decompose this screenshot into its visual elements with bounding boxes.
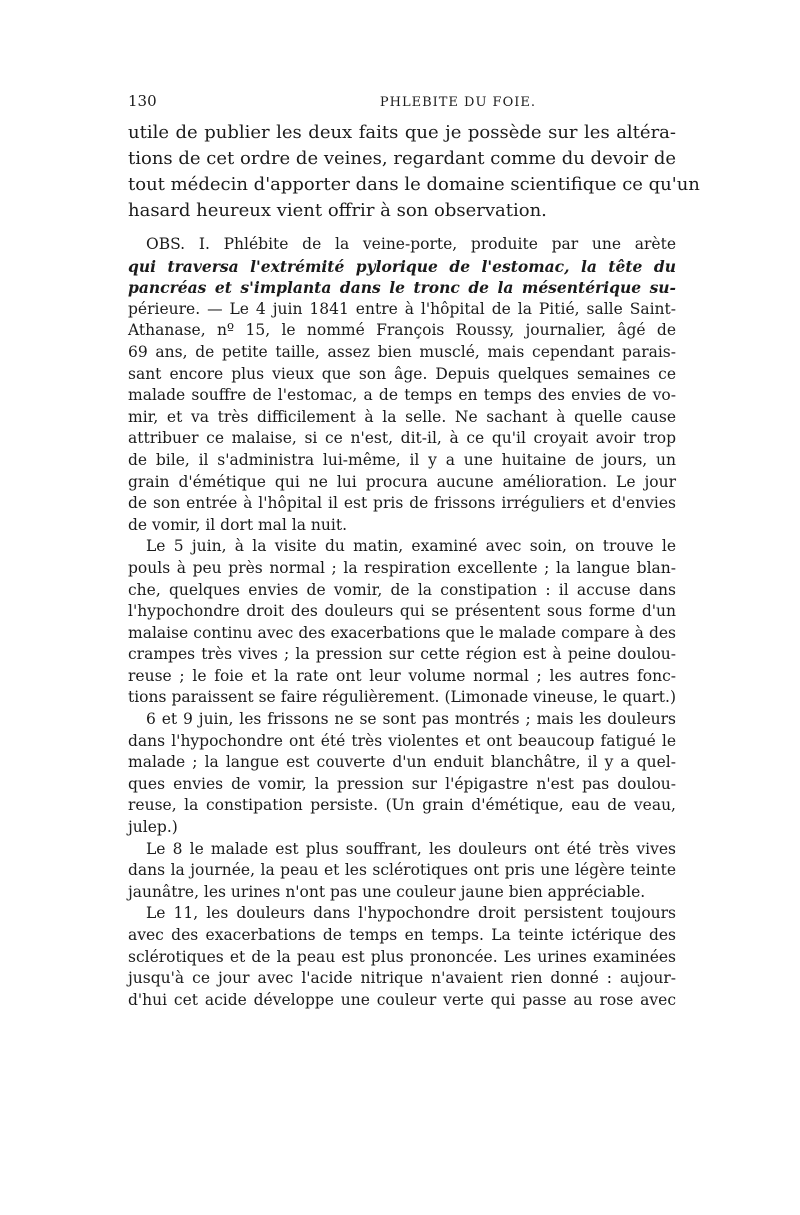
observation-heading-line: qui traversa l'extrémité pylorique de l'estomac, la tête du (128, 256, 676, 276)
text-line: tions de cet ordre de veines, regardant comme du devoir de (128, 148, 676, 169)
text-line: Le 5 juin, à la visite du matin, examiné avec soin, on trouve le (146, 537, 676, 556)
page-header (128, 92, 676, 118)
text-line: 69 ans, de petite taille, assez bien musclé, mais cependant parais- (128, 342, 676, 361)
text-line: utile de publier les deux faits que je possède sur les altéra- (128, 122, 676, 143)
text-line: attribuer ce malaise, si ce n'est, dit-il, à ce qu'il croyait avoir trop (128, 429, 676, 448)
text-line: Le 8 le malade est plus souffrant, les douleurs ont été très vives (146, 839, 676, 858)
text-line: dans la journée, la peau et les sclérotiques ont pris une légère teinte (128, 861, 676, 880)
text-line: tions paraissent se faire régulièrement. (Limonade vineuse, le quart.) (128, 688, 676, 707)
text-line: julep.) (128, 818, 178, 837)
text-line: de son entrée à l'hôpital il est pris de frissons irréguliers et d'envies (128, 494, 676, 513)
text-line: malaise continu avec des exacerbations que le malade compare à des (128, 623, 676, 642)
intro-paragraph (128, 120, 700, 224)
text-line: 6 et 9 juin, les frissons ne se sont pas montrés ; mais les douleurs (146, 710, 676, 729)
text-line: avec des exacerbations de temps en temps. La teinte ictérique des (128, 926, 676, 944)
text-line: reuse ; le foie et la rate ont leur volume normal ; les autres fonc- (128, 666, 676, 685)
text-line: malade souffre de l'estomac, a de temps en temps des envies de vo- (128, 386, 676, 405)
text-line: d'hui cet acide développe une couleur verte qui passe au rose avec (128, 990, 676, 1009)
text-line: che, quelques envies de vomir, de la constipation : il accuse dans (128, 580, 676, 599)
text-line: malade ; la langue est couverte d'un enduit blanchâtre, il y a quel- (128, 753, 676, 772)
observation-block (128, 234, 676, 1011)
text-line: jaunâtre, les urines n'ont pas une couleur jaune bien appréciable. (128, 882, 646, 901)
text-line: ques envies de vomir, la pression sur l'épigastre n'est pas doulou- (128, 774, 676, 793)
text-line: hasard heureux vient offrir à son observation. (128, 200, 547, 221)
text-line: Le 11, les douleurs dans l'hypochondre droit persistent toujours (146, 904, 676, 923)
text-line: reuse, la constipation persiste. (Un grain d'émétique, eau de veau, (128, 796, 676, 815)
text-line: pouls à peu près normal ; la respiration excellente ; la langue blan- (128, 558, 676, 577)
page-number: 130 (128, 92, 157, 110)
text-line: tout médecin d'apporter dans le domaine scientifique ce qu'un (128, 174, 700, 195)
text-line: Athanase, nº 15, le nommé François Roussy, journalier, âgé de (128, 321, 676, 340)
text-line: de vomir, il dort mal la nuit. (128, 515, 348, 534)
observation-heading-line: OBS. I. Phlébite de la veine-porte, produite par une arète (146, 235, 676, 253)
observation-heading-line: pancréas et s'implanta dans le tronc de la mésentérique su- (128, 278, 676, 298)
text-line: crampes très vives ; la pression sur cette région est à peine doulou- (128, 645, 676, 664)
text-line: mir, et va très difficilement à la selle. Ne sachant à quelle cause (128, 407, 676, 426)
text-line: l'hypochondre droit des douleurs qui se présentent sous forme d'un (128, 602, 676, 621)
text-line: jusqu'à ce jour avec l'acide nitrique n'avaient rien donné : aujour- (128, 969, 676, 988)
text-line: sant encore plus vieux que son âge. Depuis quelques semaines ce (128, 364, 676, 383)
running-title: PHLEBITE DU FOIE. (379, 95, 536, 110)
book-page (128, 92, 700, 1011)
text-line: de bile, il s'administra lui-même, il y a une huitaine de jours, un (128, 450, 676, 469)
text-line: périeure. — Le 4 juin 1841 entre à l'hôpital de la Pitié, salle Saint- (128, 299, 676, 318)
text-line: grain d'émétique qui ne lui procura aucune amélioration. Le jour (128, 472, 676, 491)
text-line: dans l'hypochondre ont été très violentes et ont beaucoup fatigué le (128, 731, 676, 750)
text-line: sclérotiques et de la peau est plus prononcée. Les urines examinées (128, 947, 676, 966)
